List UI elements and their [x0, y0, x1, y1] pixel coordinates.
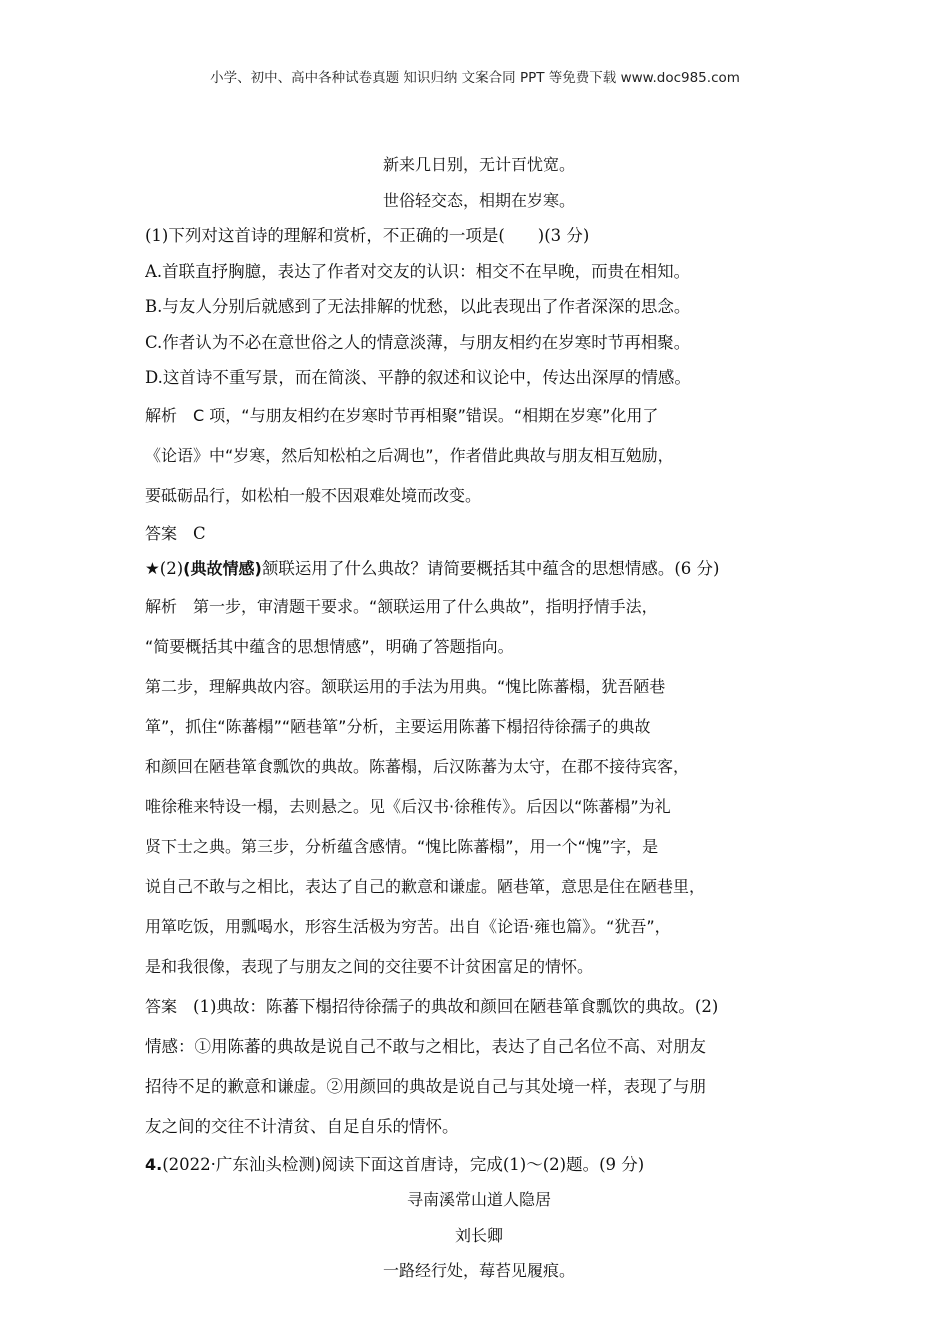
question-stem: [145, 1147, 813, 1183]
option-c: C.作者认为不必在意世俗之人的情意淡薄，与朋友相约在岁寒时节再相聚。: [145, 332, 691, 352]
analysis-line: 用箪吃饭，用瓢喝水，形容生活极为穷苦。出自《论语·雍也篇》。“犹吾”，: [145, 916, 671, 936]
analysis-line: “简要概括其中蕴含的思想情感”，明确了答题指向。: [145, 636, 514, 656]
analysis-line: 要砥砺品行，如松柏一般不因艰难处境而改变。: [145, 485, 482, 505]
analysis-line: 箪”，抓住“陈蕃榻”“陋巷箪”分析，主要运用陈蕃下榻招待徐孺子的典故: [145, 716, 651, 736]
analysis-line: 说自己不敢与之相比，表达了自己的歉意和谦虚。陋巷箪，意思是住在陋巷里，: [145, 876, 706, 896]
answer-text: C: [193, 523, 206, 543]
analysis-label: 解析: [145, 405, 178, 425]
answer-line: 招待不足的歉意和谦虚。②用颜回的典故是说自己与其处境一样，表现了与朋: [145, 1076, 706, 1096]
option-d: D.这首诗不重写景，而在简淡、平静的叙述和议论中，传达出深厚的情感。: [145, 368, 691, 387]
question-number: 4.: [145, 1154, 163, 1174]
poem-title: 寻南溪常山道人隐居: [406, 1190, 551, 1209]
poem-line: 世俗轻交态，相期在岁寒。: [382, 190, 575, 210]
answer-line: [145, 516, 813, 552]
question-tag: (典故情感): [183, 559, 262, 578]
answer-line: 友之间的交往不计清贫、自足自乐的情怀。: [145, 1116, 459, 1136]
analysis-line: 和颜回在陋巷箪食瓢饮的典故。陈蕃榻，后汉陈蕃为太守，在郡不接待宾客，: [145, 756, 690, 776]
analysis-text: C 项，“与朋友相约在岁寒时节再相聚”错误。“相期在岁寒”化用了: [193, 405, 659, 425]
poem-line: 一路经行处，莓苔见履痕。: [382, 1261, 575, 1280]
option-b: B.与友人分别后就感到了无法排解的忧愁，以此表现出了作者深深的思念。: [145, 297, 691, 316]
option-a: A.首联直抒胸臆，表达了作者对交友的认识：相交不在早晚，而贵在相知。: [145, 261, 691, 281]
question-number: (2): [159, 559, 184, 578]
analysis-label: 解析: [145, 596, 178, 616]
analysis-line: [145, 396, 813, 436]
analysis-line: 唯徐稚来特设一榻，去则悬之。见《后汉书·徐稚传》。后因以“陈蕃榻”为礼: [145, 796, 671, 816]
star-icon: ★: [145, 559, 160, 578]
analysis-line: 是和我很像，表现了与朋友之间的交往要不计贫困富足的情怀。: [145, 956, 594, 976]
question-stem: (1)下列对这首诗的理解和赏析，不正确的一项是( )(3 分): [145, 226, 590, 245]
page-header-banner: 小学、初中、高中各种试卷真题 知识归纳 文案合同 PPT 等免费下载 www.doc985.com: [210, 70, 740, 86]
question-text: 颔联运用了什么典故？请简要概括其中蕴含的思想情感。(6 分): [261, 559, 720, 578]
poem-line: 新来几日别，无计百忧宽。: [382, 155, 575, 174]
poem-author: 刘长卿: [454, 1225, 503, 1245]
answer-line: 情感：①用陈蕃的典故是说自己不敢与之相比，表达了自己名位不高、对朋友: [145, 1036, 706, 1056]
answer-line: [145, 987, 813, 1027]
answer-label: 答案: [145, 996, 178, 1016]
analysis-line: [145, 587, 813, 627]
analysis-line: 贤下士之典。第三步，分析蕴含感情。“愧比陈蕃榻”，用一个“愧”字，是: [145, 836, 659, 856]
answer-label: 答案: [145, 523, 178, 543]
question-text: 阅读下面这首唐诗，完成(1)～(2)题。(9 分): [321, 1154, 645, 1174]
answer-text: (1)典故：陈蕃下榻招待徐孺子的典故和颜回在陋巷箪食瓢饮的典故。(2): [193, 996, 719, 1016]
analysis-text: 第一步，审清题干要求。“颔联运用了什么典故”，指明抒情手法，: [193, 596, 658, 616]
question-stem: [145, 551, 813, 587]
analysis-line: 第二步，理解典故内容。颔联运用的手法为用典。“愧比陈蕃榻，犹吾陋巷: [145, 676, 666, 696]
analysis-line: 《论语》中“岁寒，然后知松柏之后凋也”，作者借此典故与朋友相互勉励，: [145, 445, 674, 465]
document-body: [145, 147, 813, 1289]
question-source: (2022·广东汕头检测): [162, 1154, 322, 1174]
